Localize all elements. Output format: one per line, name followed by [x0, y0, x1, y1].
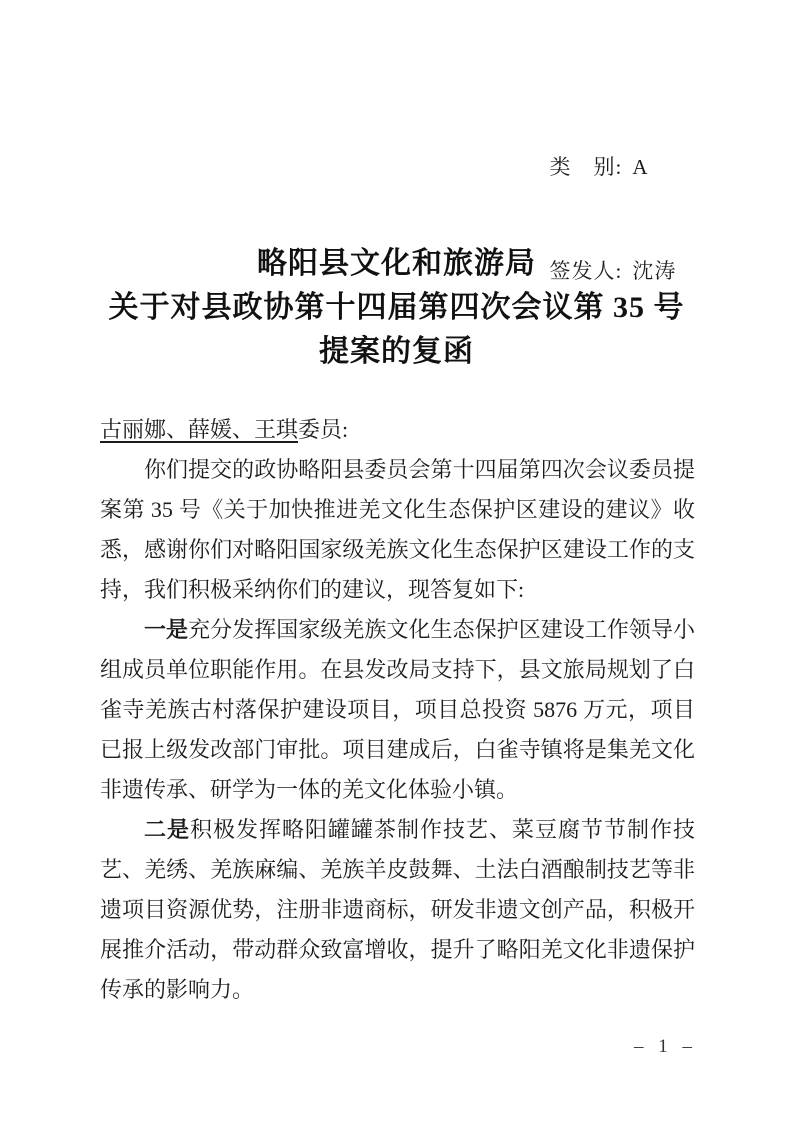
document-title: [0, 242, 793, 374]
document-body: [100, 410, 695, 1010]
paragraph-text: 充分发挥国家级羌族文化生态保护区建设工作领导小组成员单位职能作用。在县发改局支持下，县文旅局规划了白雀寺羌族古村落保护建设项目，项目总投资 5876 万元，项目已报上级发改部门审批。项目建成后，白雀寺镇将是集羌文化非遗传承、研学为一体的羌文化体验小镇。: [100, 617, 695, 802]
salutation-suffix: 委员:: [298, 417, 349, 442]
title-line-2: 关于对县政协第十四届第四次会议第 35 号: [108, 291, 685, 324]
signer-value: 沈涛: [632, 259, 677, 283]
title-line-1: 略阳县文化和旅游局: [257, 247, 536, 280]
salutation: [100, 410, 695, 450]
paragraph-lead: 二是: [144, 817, 190, 842]
category-value: A: [632, 155, 649, 179]
salutation-names: 古丽娜、薛媛、王琪: [100, 417, 299, 442]
paragraph-lead: 一是: [144, 617, 189, 642]
paragraph-text: 你们提交的政协略阳县委员会第十四届第四次会议委员提案第 35 号《关于加快推进羌文化生态保护区建设的建议》收悉，感谢你们对略阳国家级羌族文化生态保护区建设工作的支持，我们积极采纳你们的建议，现答复如下:: [100, 457, 695, 602]
page-number: – 1 –: [634, 1036, 697, 1057]
signer-label: 签发人:: [549, 259, 623, 283]
paragraph-text: 积极发挥略阳罐罐茶制作技艺、菜豆腐节节制作技艺、羌绣、羌族麻编、羌族羊皮鼓舞、土法白酒酿制技艺等非遗项目资源优势，注册非遗商标，研发非遗文创产品，积极开展推介活动，带动群众致富增收，提升了略阳羌文化非遗保护传承的影响力。: [100, 817, 695, 1002]
paragraph: [100, 610, 695, 810]
title-line-3: 提案的复函: [319, 335, 474, 368]
category-label: 类 别:: [549, 155, 623, 179]
paragraph: [100, 810, 695, 1010]
category-row: [512, 128, 676, 206]
paragraph: [100, 450, 695, 610]
